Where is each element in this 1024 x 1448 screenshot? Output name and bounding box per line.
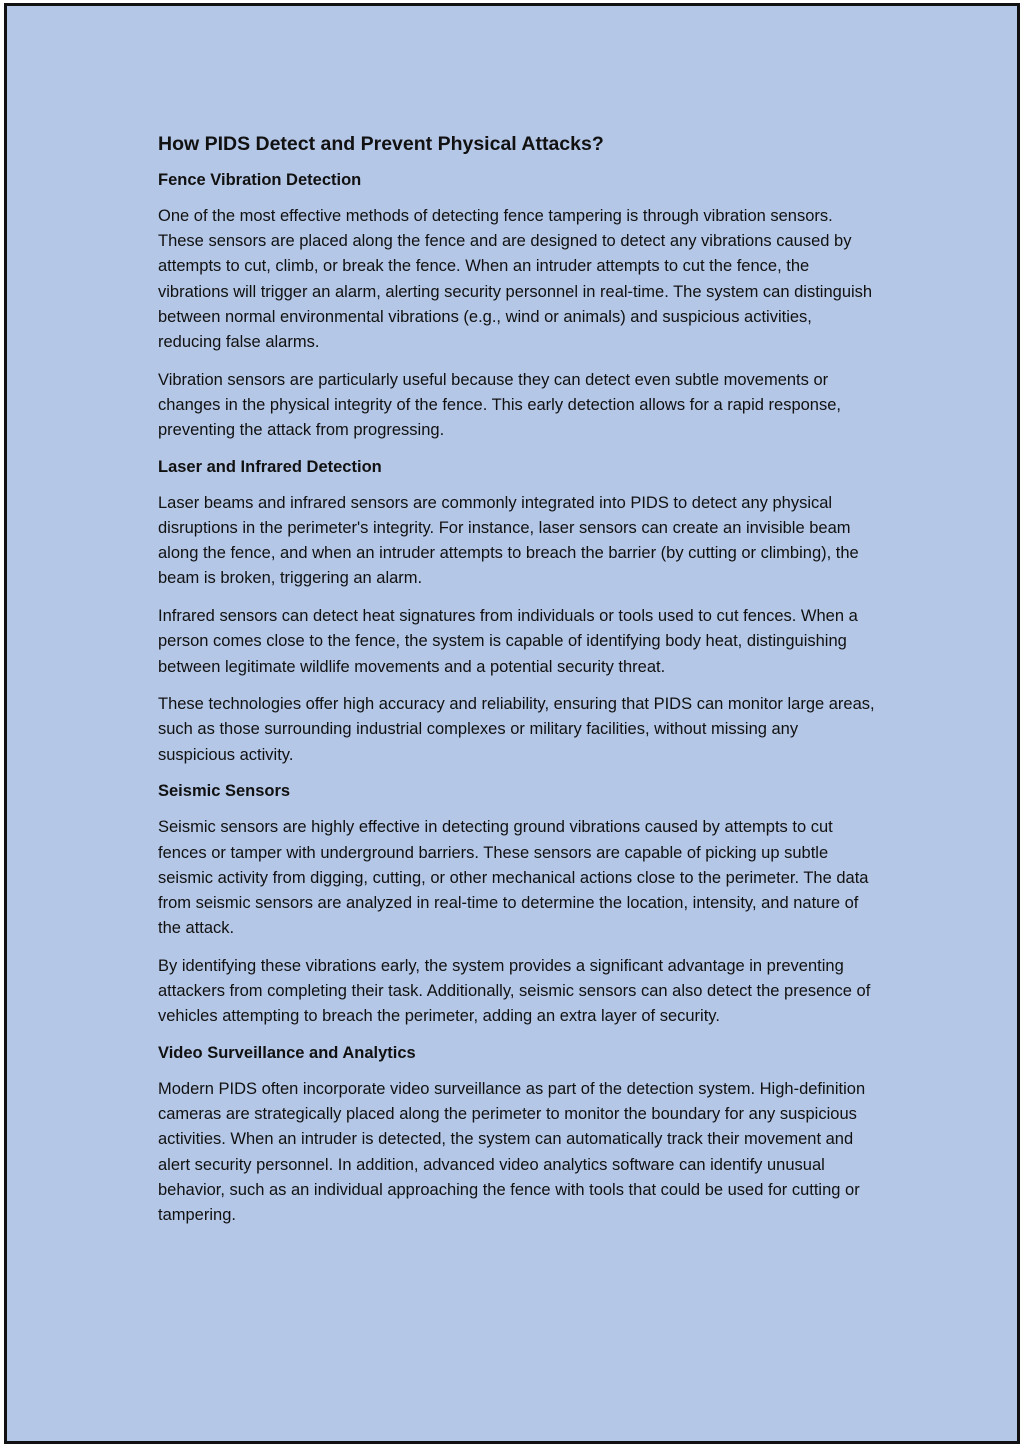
section-seismic-sensors xyxy=(158,780,878,1029)
paragraph: Seismic sensors are highly effective in detecting ground vibrations caused by attempts to cut fences or tamper with underground barriers. These sensors are capable of picking up subtle seismic activity from digging, cutting, or other mechanical actions close to the perimeter. The data from seismic sensors are analyzed in real-time to determine the location, intensity, and nature of the attack. xyxy=(158,818,869,938)
section-heading: Seismic Sensors xyxy=(158,782,291,801)
paragraph: Modern PIDS often incorporate video surveillance as part of the detection system. High-definition cameras are strategically placed along the perimeter to monitor the boundary for any suspicious activities. When an intruder is detected, the system can automatically track their movement and alert security personnel. In addition, advanced video analytics software can identify unusual behavior, such as an individual approaching the fence with tools that could be used for cutting or tampering. xyxy=(158,1079,866,1224)
paragraph: Laser beams and infrared sensors are commonly integrated into PIDS to detect any physical disruptions in the perimeter's integrity. For instance, laser sensors can create an invisible beam along the fence, and when an intruder attempts to breach the barrier (by cutting or climbing), the beam is broken, triggering an alarm. xyxy=(158,493,859,588)
section-video-surveillance xyxy=(158,1042,878,1228)
paragraph: Infrared sensors can detect heat signatures from individuals or tools used to cut fences. When a person comes close to the fence, the system is capable of identifying body heat, distinguishing between legitimate wildlife movements and a potential security threat. xyxy=(158,607,858,676)
section-laser-infrared xyxy=(158,456,878,768)
paragraph: These technologies offer high accuracy and reliability, ensuring that PIDS can monitor large areas, such as those surrounding industrial complexes or military facilities, without missing any suspicious activity. xyxy=(158,695,875,764)
document-body xyxy=(158,131,878,1241)
paragraph: One of the most effective methods of detecting fence tampering is through vibration sensors. These sensors are placed along the fence and are designed to detect any vibrations caused by attempts to cut, climb, or break the fence. When an intruder attempts to cut the fence, the vibrations will trigger an alarm, alerting security personnel in real-time. The system can distinguish between normal environmental vibrations (e.g., wind or animals) and suspicious activities, reducing false alarms. xyxy=(158,207,873,352)
paragraph: Vibration sensors are particularly useful because they can detect even subtle movements or changes in the physical integrity of the fence. This early detection allows for a rapid response, preventing the attack from progressing. xyxy=(158,370,841,440)
section-heading: Laser and Infrared Detection xyxy=(158,457,382,476)
page-title: How PIDS Detect and Prevent Physical Attacks? xyxy=(158,133,604,155)
section-fence-vibration xyxy=(158,169,878,443)
section-heading: Fence Vibration Detection xyxy=(158,171,362,189)
section-heading: Video Surveillance and Analytics xyxy=(158,1043,416,1062)
paragraph: By identifying these vibrations early, the system provides a significant advantage in preventing attackers from completing their task. Additionally, seismic sensors can also detect the presence of vehicles attempting to breach the perimeter, adding an extra layer of security. xyxy=(158,956,871,1026)
page-frame xyxy=(4,3,1020,1444)
